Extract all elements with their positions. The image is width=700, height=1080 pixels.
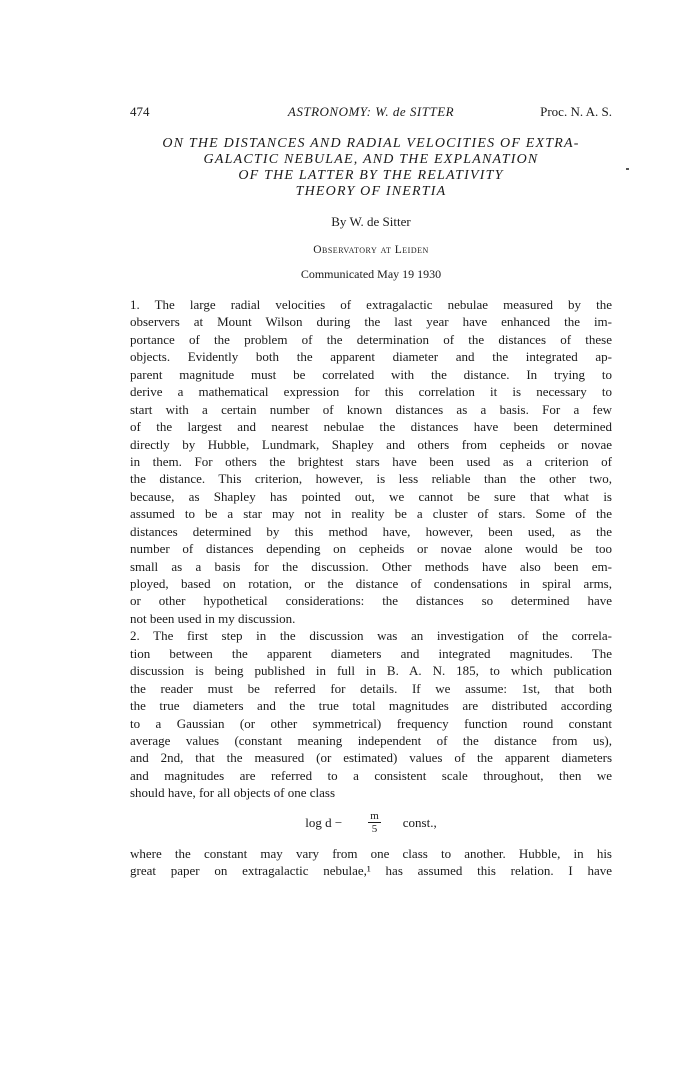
text-line: not been used in my discussion. (130, 610, 296, 626)
paragraph-3 (130, 845, 612, 880)
text-line: the distance. This criterion, however, is less reliable than the other two, (130, 471, 612, 487)
text-line: where the constant may vary from one class to another. Hubble, in his (130, 845, 612, 861)
equation-fraction (368, 810, 381, 835)
text-line: objects. Evidently both the apparent diameter and the integrated ap- (130, 349, 612, 365)
text-line: small as a basis for the discussion. Other methods have also been em- (130, 558, 612, 574)
text-line: of the largest and nearest nebulae the distances have been determined (130, 419, 612, 435)
page-number: 474 (130, 104, 150, 119)
text-line: because, as Shapley has pointed out, we cannot be sure that what is (130, 488, 612, 504)
text-line: should have, for all objects of one class (130, 785, 336, 801)
fraction-numerator: m (370, 810, 379, 823)
text-line: and magnitudes are referred to a consistent scale throughout, then we (130, 767, 612, 783)
paragraph-2 (130, 627, 612, 801)
text-line: and 2nd, that the measured (or estimated) values of the apparent diameters (130, 750, 612, 766)
title-line: GALACTIC NEBULAE, AND THE EXPLANATION (203, 152, 539, 167)
equation (130, 805, 612, 841)
text-line: or other hypothetical considerations: the distances so determined have (130, 593, 612, 609)
text-line: ployed, based on rotation, or the distance of condensations in spiral arms, (130, 576, 612, 591)
running-head (130, 104, 612, 122)
text-line: discussion is being published in full in B. A. N. 185, to which publication (130, 663, 612, 679)
text-line: in them. For others the brightest stars have been used as a criterion of (130, 453, 612, 469)
running-head-title: ASTRONOMY: W. de SITTER (287, 104, 455, 119)
text-line: start with a certain number of known distances as a basis. For a few (130, 401, 612, 417)
fraction-denominator: 5 (371, 823, 378, 836)
text-line: distances determined by this method have, however, been used, as the (130, 523, 612, 539)
text-line: portance of the problem of the determination of the distances of these (130, 331, 612, 347)
title-line: THEORY OF INERTIA (295, 184, 447, 199)
text-line: derive a mathematical expression for this correlation it is necessary to (130, 384, 612, 400)
paragraph-1 (130, 296, 612, 627)
text-line: assumed to be a star may not in reality be a cluster of stars. Some of the (130, 506, 612, 522)
text-line: 1. The large radial velocities of extragalactic nebulae measured by the (130, 297, 612, 312)
margin-mark (626, 168, 629, 170)
article-title (128, 136, 614, 200)
author-byline: By W. de Sitter (331, 214, 411, 229)
text-line: average values (constant meaning independent of the distance from us), (130, 732, 612, 748)
text-line: the reader must be referred for details. If we assume: 1st, that both (130, 680, 612, 696)
text-line: to a Gaussian (or other symmetrical) frequency function round constant (130, 715, 612, 731)
text-line: number of distances depending on cepheids or novae alone would be too (130, 541, 612, 557)
text-line: 2. The first step in the discussion was an investigation of the correla- (130, 628, 612, 644)
article-body (130, 296, 612, 880)
text-line: great paper on extragalactic nebulae,¹ has assumed this relation. I have (130, 863, 612, 879)
text-line: directly by Hubble, Lundmark, Shapley and others from cepheids or novae (130, 436, 612, 452)
equation-lhs: log d − (305, 814, 343, 830)
text-line: tion between the apparent diameters and integrated magnitudes. The (130, 645, 612, 661)
author-affiliation: Observatory at Leiden (313, 244, 429, 256)
text-line: observers at Mount Wilson during the last year have enhanced the im- (130, 314, 612, 330)
communicated-date: Communicated May 19 1930 (300, 267, 442, 281)
equation-rhs: const., (402, 814, 437, 830)
title-line: OF THE LATTER BY THE RELATIVITY (238, 168, 504, 183)
title-line: ON THE DISTANCES AND RADIAL VELOCITIES OF EXTRA- (162, 136, 580, 151)
journal-abbreviation: Proc. N. A. S. (540, 104, 612, 119)
text-line: the true diameters and the true total magnitudes are distributed according (130, 698, 612, 714)
text-line: parent magnitude must be correlated with the distance. In trying to (130, 366, 612, 382)
